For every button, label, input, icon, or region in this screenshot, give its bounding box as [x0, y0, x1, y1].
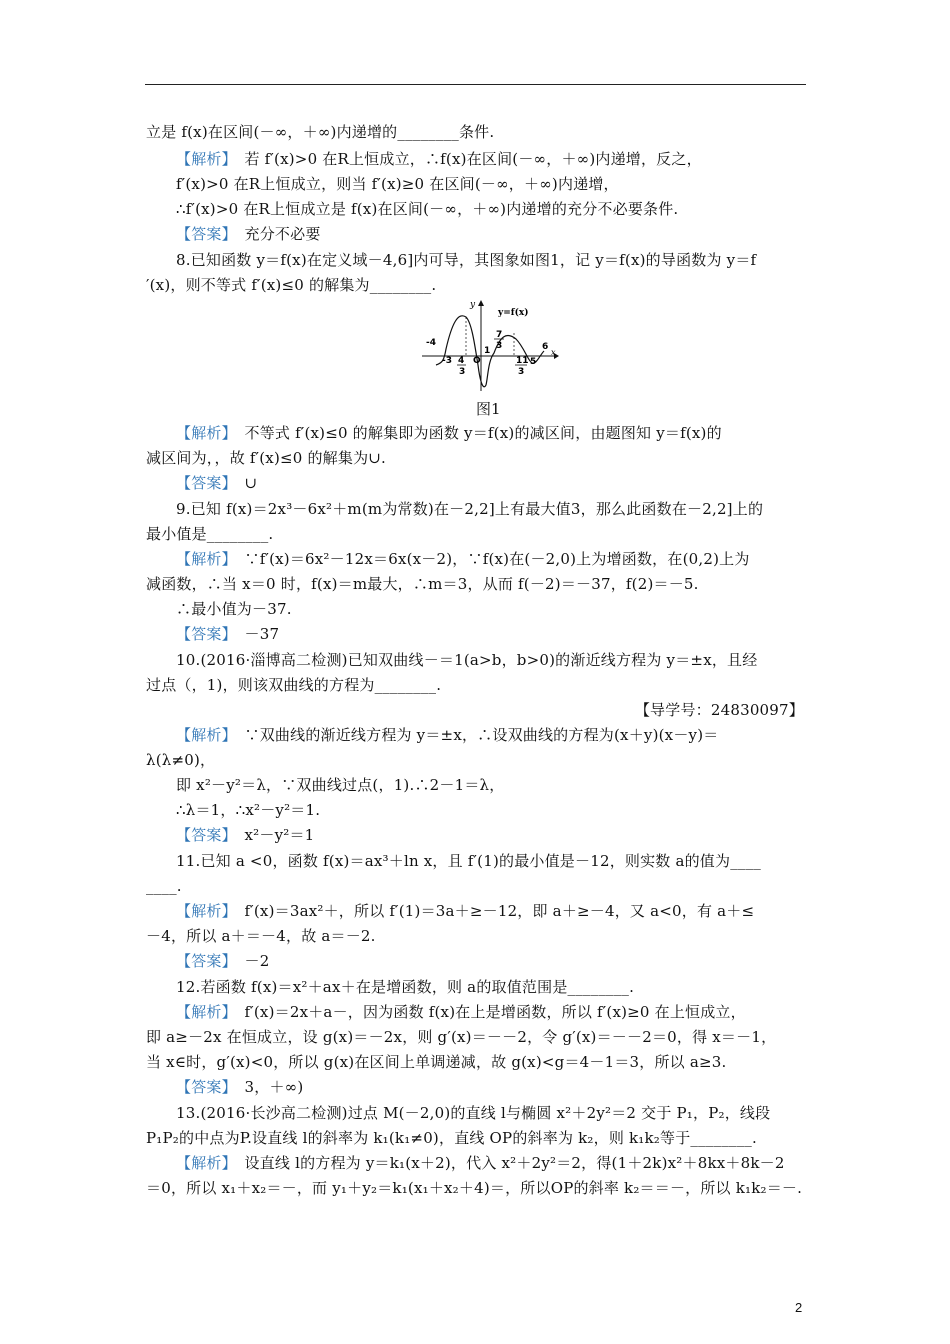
section-tag: 【答案】 — [176, 1078, 230, 1096]
section-tag: 【答案】 — [176, 952, 230, 970]
line-text: 3，＋∞) — [229, 1078, 304, 1096]
text-line — [176, 174, 619, 194]
tick-minus-3: -3 — [442, 356, 452, 366]
tick-7-over-3-num: 7 — [496, 330, 503, 340]
line-text: 即 x²－y²＝λ，∵双曲线过点(，1).∴2－1＝λ， — [176, 776, 505, 794]
tick-11-over-3-num: 11 — [516, 356, 529, 366]
line-text: f′(x)＝2x＋a－，因为函数 f(x)在上是增函数，所以 f′(x)≥0 在上恒成立， — [229, 1003, 746, 1021]
line-text: 当 x∈时，g′(x)<0，所以 g(x)在区间上单调递减，故 g(x)<g＝4－1＝3，所以 a≥3. — [146, 1053, 727, 1071]
line-text: 12.若函数 f(x)＝x²＋ax＋在是增函数，则 a的取值范围是________. — [176, 978, 635, 996]
text-line — [176, 599, 292, 619]
text-line — [146, 1027, 776, 1047]
line-text: f′(x)>0 在R上恒成立，则当 f′(x)≥0 在区间(－∞，＋∞)内递增， — [176, 175, 619, 193]
text-line — [146, 1052, 726, 1072]
tick-7-over-3-den: 3 — [496, 341, 503, 351]
text-line — [176, 977, 634, 997]
line-text: －2 — [229, 952, 270, 970]
line-text: 减函数，∴当 x＝0 时，f(x)＝m最大，∴m＝3，从而 f(－2)＝－37，f(2)＝－5. — [146, 575, 699, 593]
tick-minus-4: -4 — [426, 338, 436, 348]
line-text: 11.已知 a <0，函数 f(x)＝ax³＋ln x，且 f′(1)的最小值是－12，则实数 a的值为____ — [176, 852, 762, 870]
section-tag: 【解析】 — [176, 424, 230, 442]
section-tag: 【答案】 — [176, 225, 230, 243]
section-tag: 【解析】 — [176, 726, 230, 744]
line-text: ∴最小值为－37. — [176, 600, 292, 618]
text-line — [176, 549, 750, 569]
line-text: 8.已知函数 y＝f(x)在定义域－4,6]内可导，其图象如图1，记 y＝f(x)的导函数为 y＝f — [176, 251, 757, 269]
line-text: ____. — [146, 877, 182, 895]
section-tag: 【解析】 — [176, 1154, 230, 1172]
text-line — [176, 199, 678, 219]
text-line — [176, 149, 702, 169]
text-line — [146, 876, 182, 896]
text-line — [146, 675, 441, 695]
text-line — [176, 1077, 303, 1097]
function-graph-figure — [420, 297, 560, 393]
x-axis-label: x — [551, 348, 556, 357]
tick-6: 6 — [542, 342, 549, 352]
section-tag: 【解析】 — [176, 150, 230, 168]
text-line — [146, 750, 215, 770]
line-text: 设直线 l的方程为 y＝k₁(x＋2)，代入 x²＋2y²＝2，得(1＋2k)x²＋8kx＋8k－2 — [229, 1154, 785, 1172]
text-line — [176, 851, 761, 871]
tick-4-over-3-num: 4 — [458, 356, 465, 366]
curve-label: y=f(x) — [498, 308, 529, 318]
page-number: 2 — [795, 1300, 803, 1315]
text-line — [146, 1128, 757, 1148]
text-line — [146, 275, 436, 295]
line-text: 减区间为，，故 f′(x)≤0 的解集为∪. — [146, 449, 387, 467]
line-text: 即 a≥－2x 在恒成立，设 g(x)＝－2x，则 g′(x)＝－－2，令 g′(x)＝－－2＝0，得 x＝－1， — [146, 1028, 777, 1046]
text-line — [176, 725, 718, 745]
line-text: λ(λ≠0)， — [146, 751, 216, 769]
line-text: ∵f′(x)＝6x²－12x＝6x(x－2)，∵f(x)在(－2,0)上为增函数，在(0,2)上为 — [229, 550, 750, 568]
line-text: 10.(2016·淄博高二检测)已知双曲线－＝1(a>b，b>0)的渐近线方程为 y＝±x，且经 — [176, 651, 758, 669]
text-line — [176, 800, 320, 820]
text-line — [176, 901, 754, 921]
line-text: 充分不必要 — [229, 225, 321, 243]
text-line — [176, 775, 504, 795]
text-line — [176, 951, 269, 971]
line-text: x²－y²＝1 — [229, 826, 315, 844]
text-line — [146, 524, 273, 544]
section-tag: 【答案】 — [176, 474, 230, 492]
text-line — [176, 1002, 746, 1022]
text-line — [176, 624, 279, 644]
line-text: ′(x)，则不等式 f′(x)≤0 的解集为________. — [146, 276, 437, 294]
text-line — [176, 250, 756, 270]
text-line — [176, 1103, 770, 1123]
line-text: 最小值是________. — [146, 525, 274, 543]
line-text: 过点（，1)，则该双曲线的方程为________. — [146, 676, 442, 694]
line-text: ∴λ＝1，∴x²－y²＝1. — [176, 801, 321, 819]
text-line — [176, 224, 321, 244]
line-text: －37 — [229, 625, 280, 643]
text-line — [146, 574, 699, 594]
y-axis-label: y — [470, 300, 476, 310]
line-text: 立是 f(x)在区间(－∞，＋∞)内递增的________条件. — [146, 123, 495, 141]
text-line — [176, 499, 763, 519]
line-text: ∵双曲线的渐近线方程为 y＝±x，∴设双曲线的方程为(x＋y)(x－y)＝ — [229, 726, 719, 744]
text-line — [635, 700, 804, 720]
text-line — [176, 473, 257, 493]
line-text: f′(x)＝3ax²＋，所以 f′(1)＝3a＋≥－12，即 a＋≥－4，又 a<0，有 a＋≤ — [229, 902, 755, 920]
line-text: ＝0，所以 x₁＋x₂＝－，而 y₁＋y₂＝k₁(x₁＋x₂＋4)＝，所以OP的斜率 k₂＝＝－，所以 k₁k₂＝－. — [146, 1179, 803, 1197]
line-text: 若 f′(x)>0 在R上恒成立，∴f(x)在区间(－∞，＋∞)内递增，反之， — [229, 150, 702, 168]
tick-4-over-3-den: 3 — [459, 367, 466, 377]
text-line — [176, 423, 722, 443]
text-line — [146, 1178, 802, 1198]
line-text: －4，所以 a＋＝－4，故 a＝－2. — [146, 927, 376, 945]
text-line — [176, 1153, 785, 1173]
line-text: ∴f′(x)>0 在R上恒成立是 f(x)在区间(－∞，＋∞)内递增的充分不必要条件. — [176, 200, 679, 218]
y-axis-arrow — [478, 300, 484, 306]
line-text: 13.(2016·长沙高二检测)过点 M(－2,0)的直线 l与椭圆 x²＋2y²＝2 交于 P₁，P₂，线段 — [176, 1104, 771, 1122]
text-line — [146, 448, 386, 468]
section-tag: 【解析】 — [176, 1003, 230, 1021]
section-tag: 【答案】 — [176, 625, 230, 643]
header-rule — [145, 84, 806, 85]
section-tag: 【答案】 — [176, 826, 230, 844]
line-text: 不等式 f′(x)≤0 的解集即为函数 y＝f(x)的减区间，由题图知 y＝f(x)的 — [229, 424, 722, 442]
text-line — [176, 650, 757, 670]
origin-label: O — [473, 356, 481, 366]
section-tag: 【解析】 — [176, 550, 230, 568]
text-line — [176, 825, 314, 845]
line-text: 【导学号：24830097】 — [634, 701, 804, 719]
figure-caption: 图1 — [476, 400, 501, 418]
tick-5: 5 — [530, 357, 537, 367]
section-tag: 【解析】 — [176, 902, 230, 920]
tick-11-over-3-den: 3 — [518, 367, 525, 377]
line-text: ∪ — [229, 474, 258, 492]
text-line — [146, 122, 494, 142]
line-text: 9.已知 f(x)＝2x³－6x²＋m(m为常数)在－2,2]上有最大值3，那么此函数在－2,2]上的 — [176, 500, 764, 518]
text-line — [146, 926, 376, 946]
line-text: P₁P₂的中点为P.设直线 l的斜率为 k₁(k₁≠0)，直线 OP的斜率为 k₂，则 k₁k₂等于________. — [146, 1129, 757, 1147]
tick-1: 1 — [484, 346, 491, 356]
